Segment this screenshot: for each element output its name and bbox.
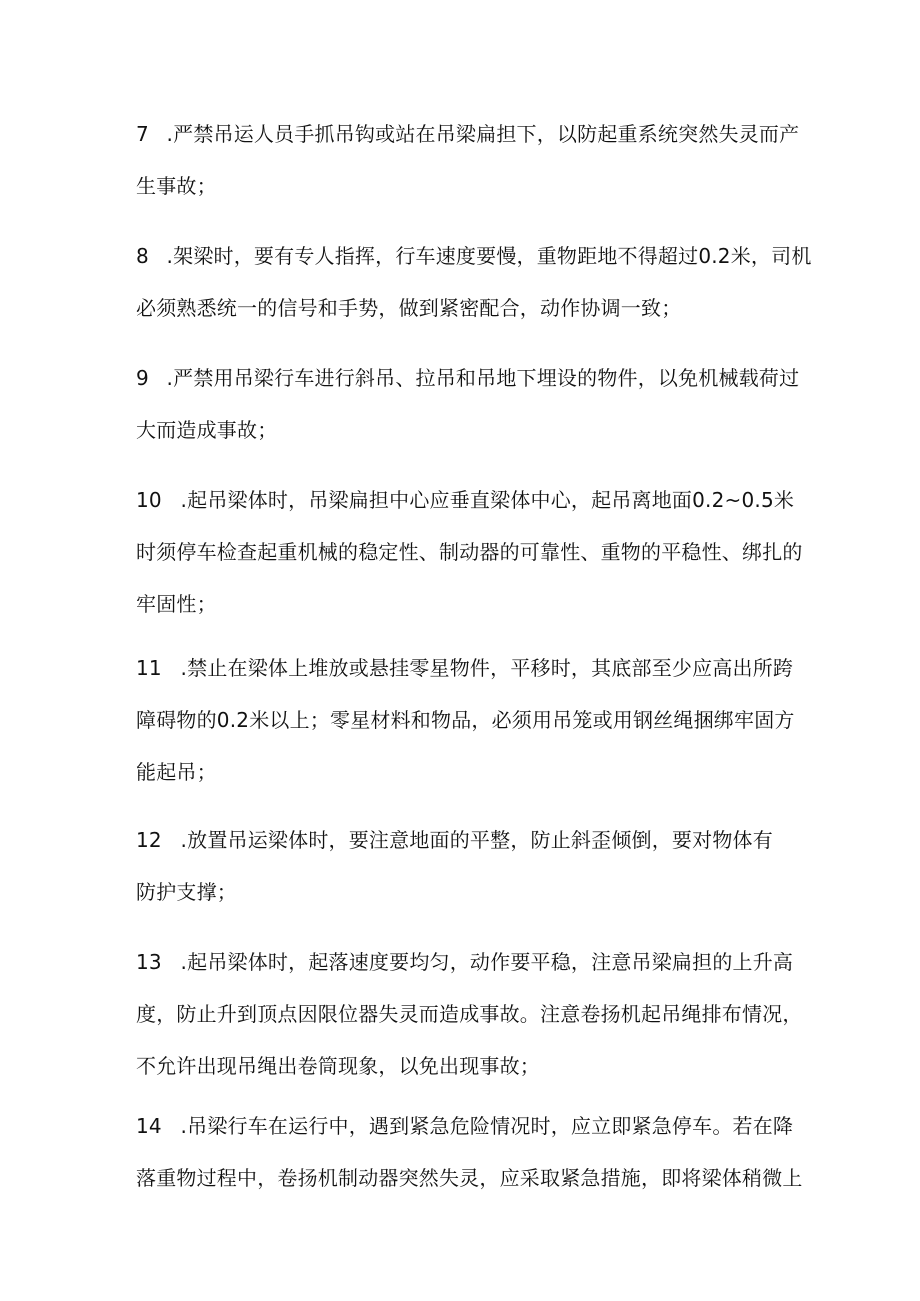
item-text: .架梁时，要有专人指挥，行车速度要慢，重物距地不得超过0.2米，司机 [160, 244, 812, 268]
item-line [136, 746, 796, 798]
item-line [136, 866, 796, 918]
item-text: 大而造成事故； [136, 418, 278, 442]
item-text: .放置吊运梁体时，要注意地面的平整，防止斜歪倾倒，要对物体有 [174, 828, 773, 852]
item-text: .严禁吊运人员手抓吊钩或站在吊梁扁担下，以防起重系统突然失灵而产 [160, 122, 800, 146]
item-number: 11 [136, 656, 162, 680]
item-text: .起吊梁体时，吊梁扁担中心应垂直梁体中心，起吊离地面0.2~0.5米 [174, 488, 795, 512]
item-line [136, 526, 803, 578]
item-line [136, 352, 800, 404]
item-number: 7 [136, 122, 149, 146]
item-text: 障碍物的0.2米以上；零星材料和物品，必须用吊笼或用钢丝绳捆绑牢固方 [136, 708, 795, 732]
item-text: .吊梁行车在运行中，遇到紧急危险情况时，应立即紧急停车。若在降 [174, 1114, 794, 1138]
item-line [136, 108, 800, 160]
item-line [136, 404, 796, 456]
item-text: 牢固性； [136, 592, 217, 616]
item-number: 13 [136, 950, 162, 974]
item-text: 度，防止升到顶点因限位器失灵而造成事故。注意卷扬机起吊绳排布情况， [136, 1002, 803, 1026]
list-item-9 [136, 352, 800, 456]
item-text: 落重物过程中，卷扬机制动器突然失灵，应采取紧急措施，即将梁体稍微上 [136, 1166, 803, 1190]
item-text: 时须停车检查起重机械的稳定性、制动器的可靠性、重物的平稳性、绑扎的 [136, 540, 803, 564]
item-line [136, 936, 796, 988]
list-item-14 [136, 1100, 803, 1204]
list-item-7 [136, 108, 800, 212]
item-number: 10 [136, 488, 162, 512]
list-item-13 [136, 936, 803, 1092]
list-item-10 [136, 474, 803, 630]
list-item-12 [136, 814, 796, 918]
item-text: .禁止在梁体上堆放或悬挂零星物件，平移时，其底部至少应高出所跨 [174, 656, 794, 680]
list-item-11 [136, 642, 796, 798]
item-line [136, 160, 796, 212]
item-text: 防护支撑； [136, 880, 237, 904]
item-line [136, 1152, 803, 1204]
item-text: 生事故； [136, 174, 217, 198]
item-line [136, 282, 796, 334]
item-text: .严禁用吊梁行车进行斜吊、拉吊和吊地下埋设的物件，以免机械载荷过 [160, 366, 800, 390]
item-number: 12 [136, 828, 162, 852]
item-line [136, 814, 796, 866]
item-text: 能起吊； [136, 760, 217, 784]
item-line [136, 230, 812, 282]
item-line [136, 578, 796, 630]
item-line [136, 642, 796, 694]
item-line [136, 988, 803, 1040]
item-line [136, 474, 796, 526]
item-text: 不允许出现吊绳出卷筒现象，以免出现事故； [136, 1054, 540, 1078]
item-number: 8 [136, 244, 149, 268]
list-item-8 [136, 230, 812, 334]
item-line [136, 1040, 796, 1092]
item-text: 必须熟悉统一的信号和手势，做到紧密配合，动作协调一致； [136, 296, 682, 320]
item-line [136, 694, 796, 746]
item-number: 14 [136, 1114, 162, 1138]
item-text: .起吊梁体时，起落速度要均匀，动作要平稳，注意吊梁扁担的上升高 [174, 950, 794, 974]
item-number: 9 [136, 366, 149, 390]
item-line [136, 1100, 796, 1152]
